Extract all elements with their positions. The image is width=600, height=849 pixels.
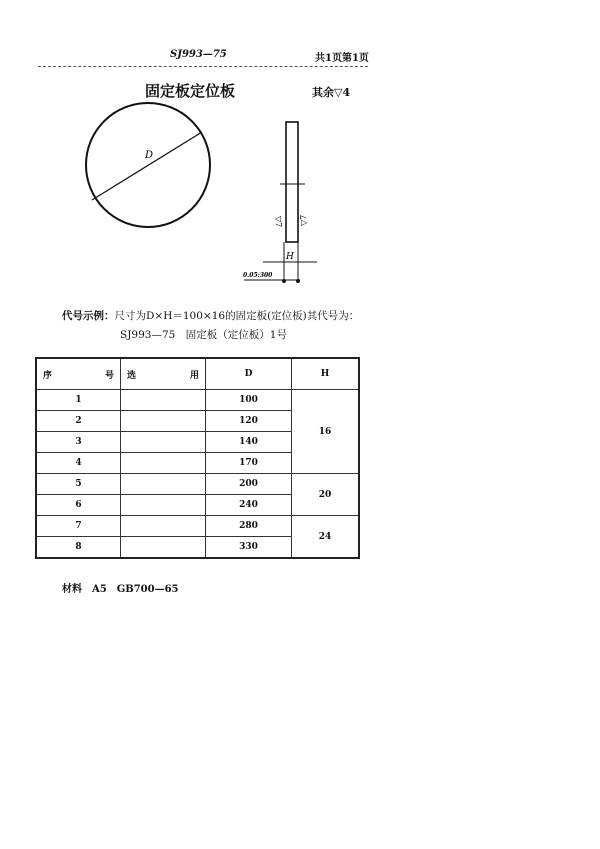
size-table <box>35 357 360 559</box>
tolerance-note: 0.05:300 <box>243 272 273 279</box>
code-example-label: 代号示例： <box>62 310 115 322</box>
header-h: H <box>292 358 360 390</box>
diameter-label: D <box>145 150 154 161</box>
cell-d: 100 <box>206 390 292 411</box>
technical-drawing <box>0 0 600 300</box>
cell-selection <box>121 474 206 495</box>
cell-d: 170 <box>206 453 292 474</box>
height-label: H <box>286 252 294 262</box>
table-row <box>36 390 359 411</box>
side-view-rect <box>286 122 298 242</box>
cell-h: 20 <box>292 474 360 516</box>
roughness-mark-left: ▽7 <box>274 216 283 228</box>
material-note: 材料 A5 GB700—65 <box>62 584 179 595</box>
cell-selection <box>121 516 206 537</box>
table-row <box>36 516 359 537</box>
cell-seq: 7 <box>36 516 121 537</box>
cell-seq: 2 <box>36 411 121 432</box>
cell-selection <box>121 537 206 559</box>
code-example-line <box>62 308 359 323</box>
roughness-mark-right: ▽7 <box>299 214 308 226</box>
cell-selection <box>121 453 206 474</box>
cell-selection <box>121 411 206 432</box>
code-example-code: SJ993—75 固定板（定位板）1号 <box>120 329 287 341</box>
code-example-text: 尺寸为D×H＝100×16的固定板(定位板)其代号为： <box>114 310 360 322</box>
cell-d: 280 <box>206 516 292 537</box>
header-d: D <box>206 358 292 390</box>
cell-selection <box>121 390 206 411</box>
cell-seq: 3 <box>36 432 121 453</box>
diameter-line <box>92 132 202 200</box>
roughness-note: 其余▽4 <box>312 86 351 99</box>
cell-d: 120 <box>206 411 292 432</box>
standard-code: SJ993—75 <box>170 49 227 60</box>
cell-d: 240 <box>206 495 292 516</box>
document-title: 固定板定位板 <box>145 82 236 100</box>
cell-d: 140 <box>206 432 292 453</box>
cell-seq: 6 <box>36 495 121 516</box>
cell-seq: 5 <box>36 474 121 495</box>
table-header <box>36 358 359 390</box>
cell-d: 200 <box>206 474 292 495</box>
header-selection: 选 <box>127 370 137 381</box>
header-selection-b: 用 <box>189 370 199 381</box>
cell-selection <box>121 432 206 453</box>
cell-seq: 1 <box>36 390 121 411</box>
cell-seq: 8 <box>36 537 121 559</box>
header-seq-b: 号 <box>104 370 114 381</box>
table-row <box>36 474 359 495</box>
header-seq: 序 <box>43 370 53 381</box>
cell-h: 16 <box>292 390 360 474</box>
cell-d: 330 <box>206 537 292 559</box>
cell-seq: 4 <box>36 453 121 474</box>
page-info: 共1页第1页 <box>315 53 369 64</box>
cell-selection <box>121 495 206 516</box>
cell-h: 24 <box>292 516 360 559</box>
